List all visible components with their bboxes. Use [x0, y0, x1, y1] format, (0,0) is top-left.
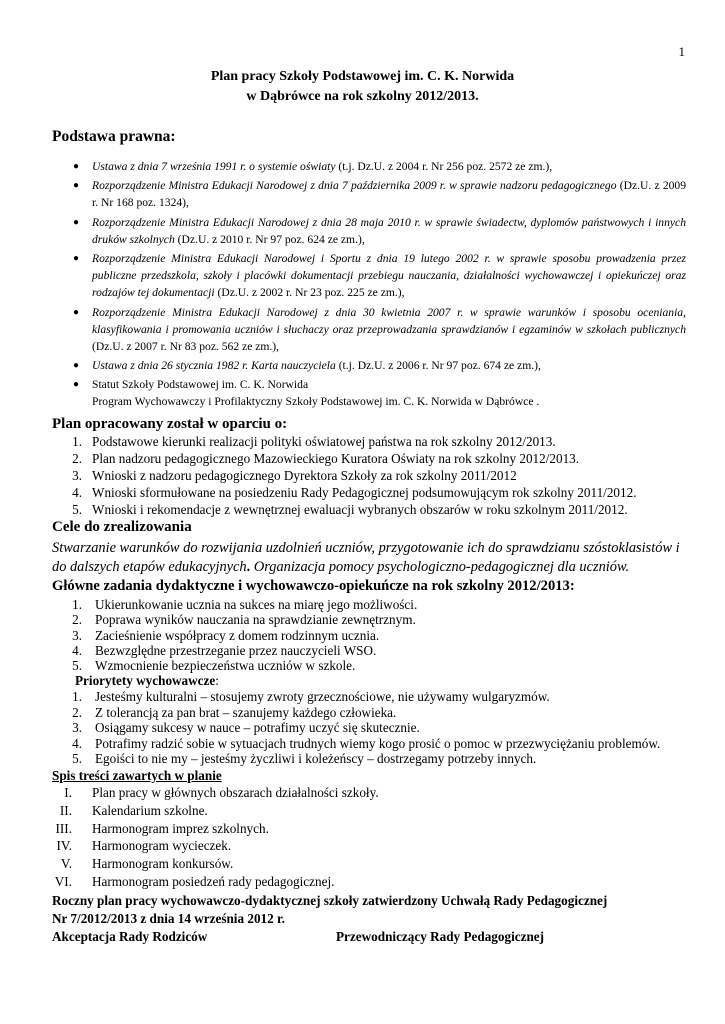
list-item: IV. Harmonogram wycieczek.: [56, 838, 232, 854]
legal-basis-item: ● Rozporządzenie Ministra Edukacji Narodowej i Sportu z dnia 19 lutego 2002 r. w sprawie sposobu prowadzenia przez publiczne przedszkola, szkoły i placówki dokumentacji przebiegu nauczania, działalności wychowawczej i opiekuńczej oraz rodzajów tej dokumentacji (Dz.U. z 2002 r. Nr 23 poz. 225 ze zm.),: [73, 252, 686, 300]
basis-list: [0, 433, 725, 518]
priorities-list: [0, 689, 725, 767]
priorities-heading: Priorytety wychowawcze:: [75, 673, 219, 688]
bullet-icon: ●: [73, 253, 80, 265]
tasks-list: [0, 597, 725, 673]
document-title-line-1: Plan pracy Szkoły Podstawowej im. C. K. Norwida: [210, 69, 515, 84]
list-item: 2. Plan nadzoru pedagogicznego Mazowieckiego Kuratora Oświaty na rok szkolny 2012/2013.: [72, 451, 580, 466]
list-item: 1. Ukierunkowanie ucznia na sukces na miarę jego możliwości.: [72, 597, 418, 612]
approval-note: [52, 892, 672, 927]
list-item: 3. Wnioski z nadzoru pedagogicznego Dyrektora Szkoły za rok szkolny 2011/2012: [72, 468, 517, 483]
list-item: 1. Jesteśmy kulturalni – stosujemy zwroty grzecznościowe, nie używamy wulgaryzmów.: [72, 689, 550, 704]
bullet-icon: ●: [73, 180, 80, 192]
parents-council-signature: Akceptacja Rady Rodziców: [52, 929, 208, 944]
legal-basis-list: [0, 158, 725, 413]
document-title-line-2: w Dąbrówce na rok szkolny 2012/2013.: [246, 89, 479, 104]
legal-basis-heading: Podstawa prawna:: [52, 128, 176, 145]
tasks-heading: Główne zadania dydaktyczne i wychowawczo-opiekuńcze na rok szkolny 2012/2013:: [52, 578, 575, 594]
legal-basis-extra-line: Program Wychowawczy i Profilaktyczny Szkoły Podstawowej im. C. K. Norwida w Dąbrówce .: [92, 395, 540, 409]
legal-basis-item: ● Rozporządzenie Ministra Edukacji Narodowej z dnia 30 kwietnia 2007 r. w sprawie warunków i sposobu oceniania, klasyfikowania i promowania uczniów i słuchaczy oraz przeprowadzania sprawdzianów i egzaminów w szkołach publicznych (Dz.U. z 2007 r. Nr 83 poz. 562 ze zm.),: [73, 305, 686, 353]
list-item: 4. Wnioski sformułowane na posiedzeniu Rady Pedagogicznej podsumowującym rok szkolny 2011/2012.: [72, 485, 637, 500]
bullet-icon: ●: [73, 379, 80, 391]
toc-list: [0, 784, 725, 891]
goals-heading: Cele do zrealizowania: [52, 519, 192, 535]
goals-description: Stwarzanie warunków do rozwijania uzdolnień uczniów, przygotowanie ich do sprawdzianu szóstoklasistów i do dalszych etapów edukacyjnych. Organizacja pomocy psychologiczno-pedagogicznej dla uczniów.: [52, 540, 680, 575]
page-number: 1: [678, 44, 685, 59]
list-item: I. Plan pracy w głównych obszarach działalności szkoły.: [64, 785, 379, 800]
list-item: VI. Harmonogram posiedzeń rady pedagogicznej.: [54, 873, 335, 889]
legal-basis-item: ● Rozporządzenie Ministra Edukacji Narodowej z dnia 7 października 2009 r. w sprawie nadzoru pedagogicznego (Dz.U. z 2009 r. Nr 168 poz. 1324),: [73, 179, 687, 210]
legal-basis-item: ● Rozporządzenie Ministra Edukacji Narodowej z dnia 28 maja 2010 r. w sprawie świadectw, dyplomów państwowych i innych druków szkolnych (Dz.U. z 2010 r. Nr 97 poz. 624 ze zm.),: [73, 215, 686, 246]
list-item: 1. Podstawowe kierunki realizacji polityki oświatowej państwa na rok szkolny 2012/2013.: [72, 434, 556, 449]
basis-heading: Plan opracowany został w oparciu o:: [52, 416, 288, 432]
bullet-icon: ●: [73, 216, 80, 228]
legal-basis-item: ● Ustawa z dnia 26 stycznia 1982 r. Karta nauczyciela (t.j. Dz.U. z 2006 r. Nr 97 poz. 674 ze zm.),: [73, 358, 541, 372]
list-item: V. Harmonogram konkursów.: [60, 856, 234, 872]
list-item: 4. Bezwzględne przestrzeganie przez nauczycieli WSO.: [72, 642, 377, 658]
list-item: 2. Z tolerancją za pan brat – szanujemy każdego człowieka.: [72, 704, 397, 720]
bullet-icon: ●: [73, 306, 80, 318]
legal-basis-item: ● Ustawa z dnia 7 września 1991 r. o systemie oświaty (t.j. Dz.U. z 2004 r. Nr 256 poz. 2572 ze zm.),: [73, 160, 553, 173]
approval-line-2: Nr 7/2012/2013 z dnia 14 września 2012 r.: [52, 910, 285, 926]
chairman-signature: Przewodniczący Rady Pedagogicznej: [336, 929, 545, 944]
list-item: 3. Osiągamy sukcesy w nauce – potrafimy uczyć się skutecznie.: [72, 720, 420, 735]
list-item: II. Kalendarium szkolne.: [59, 802, 208, 818]
list-item: 5. Wnioski i rekomendacje z wewnętrznej ewaluacji wybranych obszarów w roku szkolnym 2011/2012.: [72, 502, 628, 517]
list-item: 3. Zacieśnienie współpracy z domem rodzinnym ucznia.: [72, 627, 380, 643]
bullet-icon: ●: [73, 161, 80, 172]
bullet-icon: ●: [73, 359, 80, 371]
list-item: III. Harmonogram imprez szkolnych.: [55, 820, 269, 836]
approval-line-1: Roczny plan pracy wychowawczo-dydaktycznej szkoły zatwierdzony Uchwałą Rady Pedagogicznej: [52, 893, 608, 908]
list-item: 2. Poprawa wyników nauczania na sprawdzianie zewnętrznym.: [72, 612, 416, 628]
legal-basis-item: ● Statut Szkoły Podstawowej im. C. K. Norwida: [73, 378, 309, 392]
toc-heading: Spis treści zawartych w planie: [52, 768, 222, 783]
list-item: 4. Potrafimy radzić sobie w sytuacjach trudnych wiemy kogo prosić o pomoc w przezwyciężaniu problemów.: [72, 735, 661, 751]
list-item: 5. Wzmocnienie bezpieczeństwa uczniów w szkole.: [72, 658, 356, 674]
list-item: 5. Egoiści to nie my – jesteśmy życzliwi i koleżeńscy – dostrzegamy potrzeby innych.: [72, 751, 537, 766]
